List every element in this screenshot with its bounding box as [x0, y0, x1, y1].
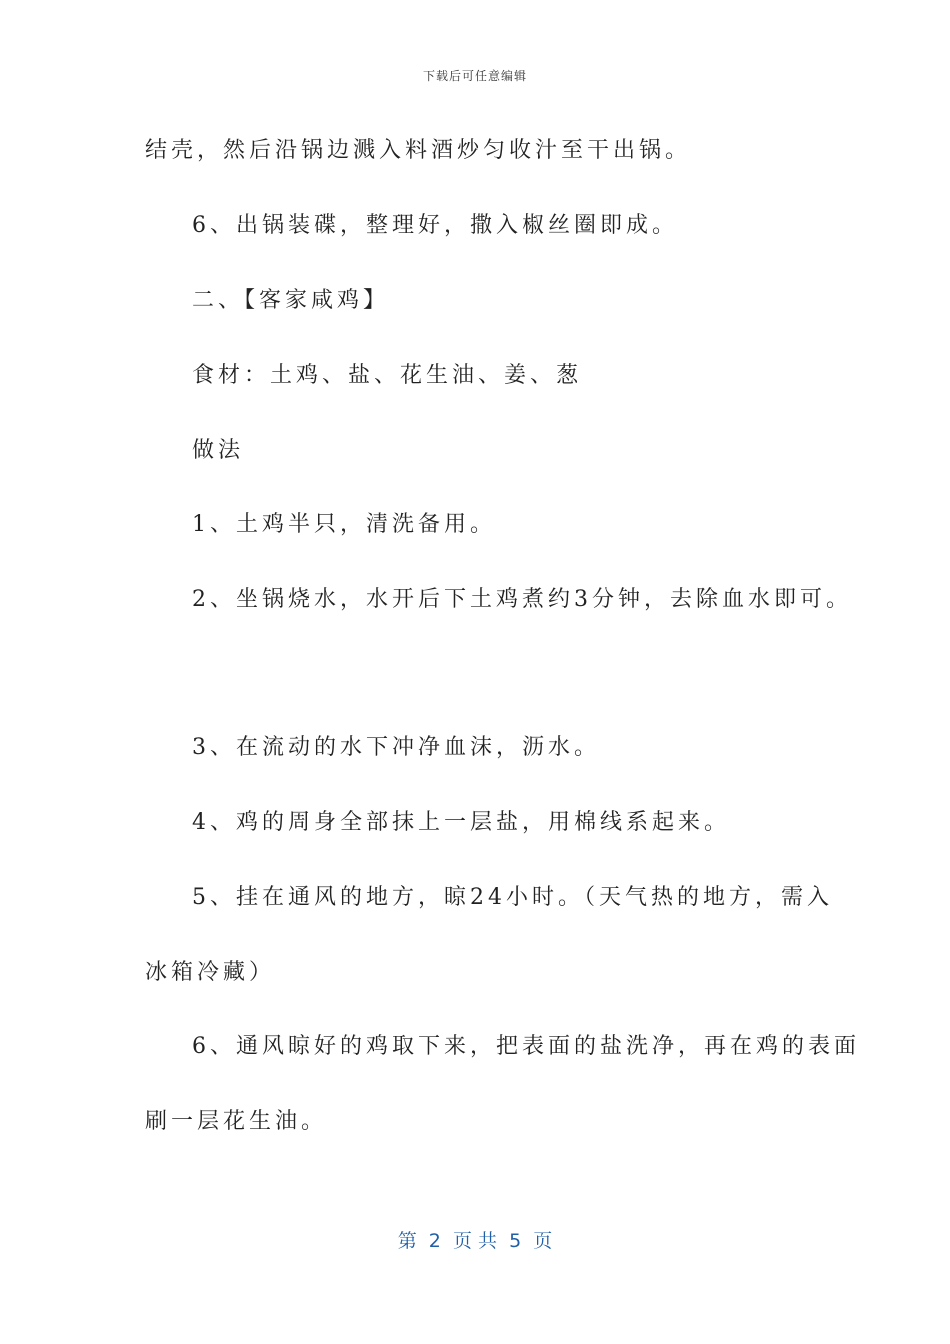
- step-line: 5、挂在通风的地方，晾24小时。（天气热的地方，需入: [192, 885, 833, 910]
- method-heading: 做法: [192, 438, 245, 463]
- page-number: 第 2 页 共 5 页: [397, 1230, 553, 1252]
- page-header: 下载后可任意编辑: [422, 69, 527, 83]
- text-line: 6、出锅装碟，整理好，撒入椒丝圈即成。: [192, 213, 678, 238]
- step-line: 2、坐锅烧水，水开后下土鸡煮约3分钟，去除血水即可。: [192, 587, 852, 612]
- step-line: 6、通风晾好的鸡取下来，把表面的盐洗净，再在鸡的表面: [192, 1034, 860, 1059]
- step-line-continuation: 冰箱冷藏）: [145, 960, 276, 985]
- step-line: 1、土鸡半只，清洗备用。: [192, 512, 496, 537]
- ingredients-line: 食材：土鸡、盐、花生油、姜、葱: [192, 363, 583, 388]
- section-heading: 二、【客家咸鸡】: [192, 288, 390, 313]
- step-line: 4、鸡的周身全部抹上一层盐，用棉线系起来。: [192, 810, 730, 835]
- text-line: 结壳，然后沿锅边溅入料酒炒匀收汁至干出锅。: [145, 138, 692, 163]
- step-line-continuation: 刷一层花生油。: [145, 1109, 328, 1134]
- step-line: 3、在流动的水下冲净血沫，沥水。: [192, 735, 600, 760]
